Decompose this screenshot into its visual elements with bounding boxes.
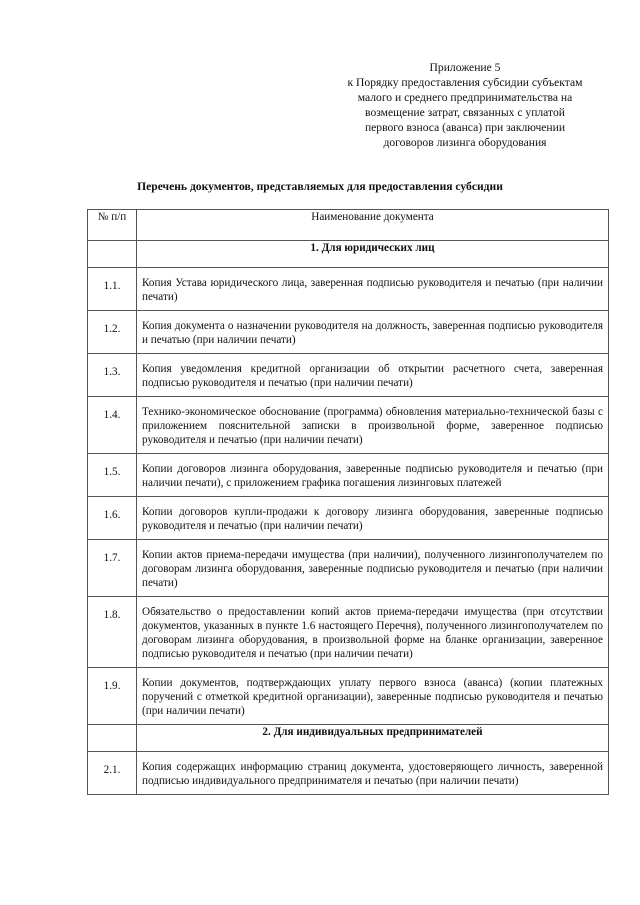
row-text: Обязательство о предоставлении копий актов приема-передачи имущества (при отсутствии документов, указанных в пункте 1.6 настоящего Перечня), полученного лизингополучателем по договорам лизинга оборудования, в произвольной форме на бланке организации, заверенное подписью руководителя и печатью (при наличии печати) [137,597,609,668]
appendix-line: Приложение 5 [429,61,501,74]
row-text: Копия уведомления кредитной организации об открытии расчетного счета, заверенная подписью руководителя и печатью (при наличии печати) [137,354,609,397]
section-title: 2. Для индивидуальных предпринимателей [137,725,609,752]
table-row [88,354,609,397]
row-text: Технико-экономическое обоснование (программа) обновления материально-технической базы с приложением пояснительной записки в произвольной форме, заверенное подписью руководителя и печатью (при наличии печати) [137,397,609,454]
row-text: Копия содержащих информацию страниц документа, удостоверяющего личность, заверенной подписью индивидуального предпринимателя и печатью (при наличии печати) [137,752,609,795]
table-row [88,668,609,725]
table-row [88,752,609,795]
row-text: Копии актов приема-передачи имущества (при наличии), полученного лизингополучателем по договорам лизинга оборудования, заверенные подписью руководителя и печатью (при наличии печати) [137,540,609,597]
section-row-legal-entities [88,241,609,268]
row-number: 1.1. [88,268,137,311]
header-num: № п/п [88,210,137,241]
row-text: Копии договоров купли-продажи к договору лизинга оборудования, заверенные подписью руководителя и печатью (при наличии печати) [137,497,609,540]
row-number: 1.2. [88,311,137,354]
row-number: 1.6. [88,497,137,540]
row-number: 1.7. [88,540,137,597]
row-number: 1.9. [88,668,137,725]
row-text: Копии документов, подтверждающих уплату первого взноса (аванса) (копии платежных поручений с отметкой кредитной организации), заверенные подписью руководителя и печатью (при наличии печати) [137,668,609,725]
appendix-line: к Порядку предоставления субсидии субъектам [347,76,583,89]
appendix-line: первого взноса (аванса) при заключении [364,121,566,134]
table-row [88,540,609,597]
table-row [88,497,609,540]
section-empty-cell [88,725,137,752]
appendix-note [330,60,600,150]
appendix-line: малого и среднего предпринимательства на [357,91,573,104]
row-text: Копия Устава юридического лица, заверенная подписью руководителя и печатью (при наличии печати) [137,268,609,311]
row-text: Копии договоров лизинга оборудования, заверенные подписью руководителя и печатью (при наличии печати), с приложением графика погашения лизинговых платежей [137,454,609,497]
row-number: 1.3. [88,354,137,397]
row-number: 2.1. [88,752,137,795]
section-empty-cell [88,241,137,268]
row-number: 1.8. [88,597,137,668]
document-title: Перечень документов, представляемых для предоставления субсидии [137,180,503,193]
row-number: 1.5. [88,454,137,497]
header-name: Наименование документа [137,210,609,241]
section-row-entrepreneurs [88,725,609,752]
appendix-line: возмещение затрат, связанных с уплатой [365,106,565,119]
appendix-line: договоров лизинга оборудования [383,136,547,149]
table-header-row [88,210,609,241]
table-row [88,597,609,668]
section-title: 1. Для юридических лиц [137,241,609,268]
row-number: 1.4. [88,397,137,454]
table-row [88,397,609,454]
table-row [88,454,609,497]
table-row [88,311,609,354]
documents-table [87,209,609,795]
row-text: Копия документа о назначении руководителя на должность, заверенная подписью руководителя и печатью (при наличии печати) [137,311,609,354]
table-row [88,268,609,311]
